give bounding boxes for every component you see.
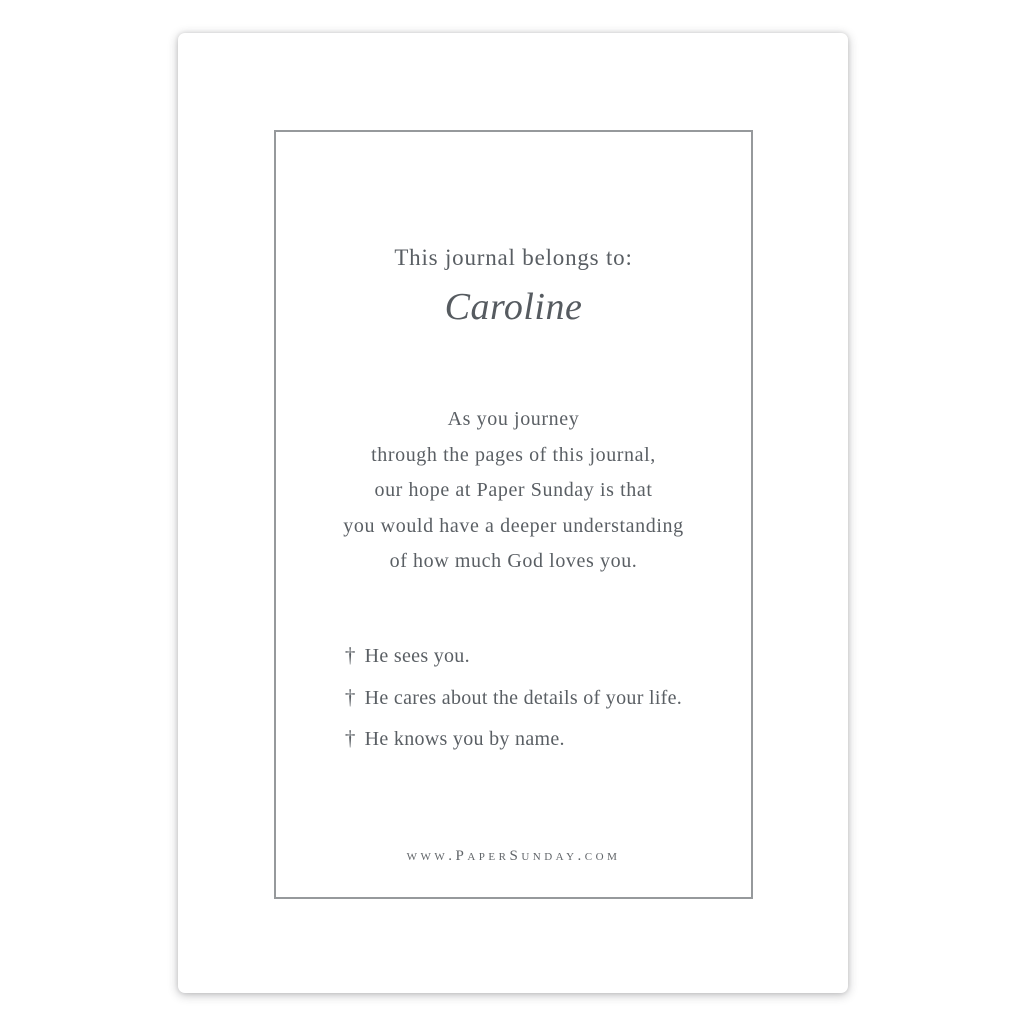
journal-title-page — [178, 33, 848, 993]
promise-item — [345, 635, 682, 677]
cross-dagger-icon: † — [344, 684, 356, 709]
welcome-message — [276, 402, 751, 580]
promise-text: He cares about the details of your life. — [364, 686, 683, 709]
message-line: through the pages of this journal, — [371, 443, 656, 466]
message-line: our hope at Paper Sunday is that — [374, 479, 653, 501]
promise-list — [276, 635, 751, 760]
promise-text: He sees you. — [364, 645, 470, 667]
owner-name: Caroline — [444, 286, 583, 328]
promise-list-inner — [345, 635, 682, 760]
message-line: As you journey — [447, 408, 580, 430]
promise-item — [345, 718, 682, 760]
website-url: www.PaperSunday.com — [406, 848, 621, 864]
promise-text: He knows you by name. — [364, 728, 565, 750]
cross-dagger-icon: † — [344, 726, 356, 750]
decorative-frame-border — [274, 130, 753, 899]
cross-dagger-icon: † — [344, 643, 356, 667]
message-line: you would have a deeper understanding — [343, 514, 684, 537]
message-line: of how much God loves you. — [389, 550, 638, 572]
belongs-to-label: This journal belongs to: — [394, 245, 633, 270]
promise-item — [345, 677, 682, 719]
